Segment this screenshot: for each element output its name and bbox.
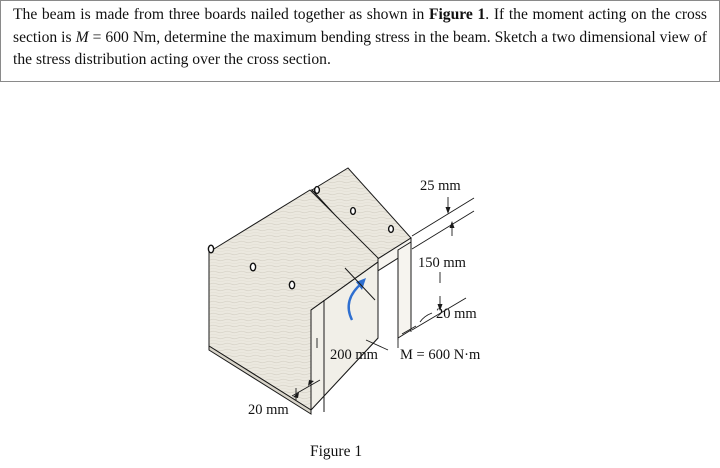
dim-label-web-thickness: 20 mm — [436, 306, 477, 322]
beam-figure — [0, 82, 720, 468]
nail-icon — [351, 208, 356, 215]
figure-reference: Figure 1 — [428, 6, 486, 23]
nail-icon — [208, 245, 213, 253]
nail-icon — [289, 281, 294, 289]
problem-statement: The beam is made from three boards nailed together as shown in Figure 1. If the moment acting on the cross section is M = 600 Nm, determine the maximum bending stress in the beam. Sketch a two dimensional view of the stress distribution acting over the cross section. — [0, 0, 720, 82]
beam-drawing — [0, 82, 720, 468]
nail-icon — [250, 263, 255, 271]
dim-label-width: 200 mm — [330, 347, 378, 363]
dim-label-top-flange: 25 mm — [420, 178, 461, 194]
dim-label-bottom-thickness: 20 mm — [248, 402, 289, 418]
nail-icon — [315, 187, 320, 194]
dim-label-web-height: 150 mm — [418, 255, 466, 271]
moment-label: M = 600 N·m — [400, 347, 481, 363]
web-board-end-face — [398, 242, 411, 338]
figure-caption: Figure 1 — [310, 443, 363, 460]
nail-icon — [389, 226, 394, 233]
moment-variable: M — [75, 28, 89, 46]
